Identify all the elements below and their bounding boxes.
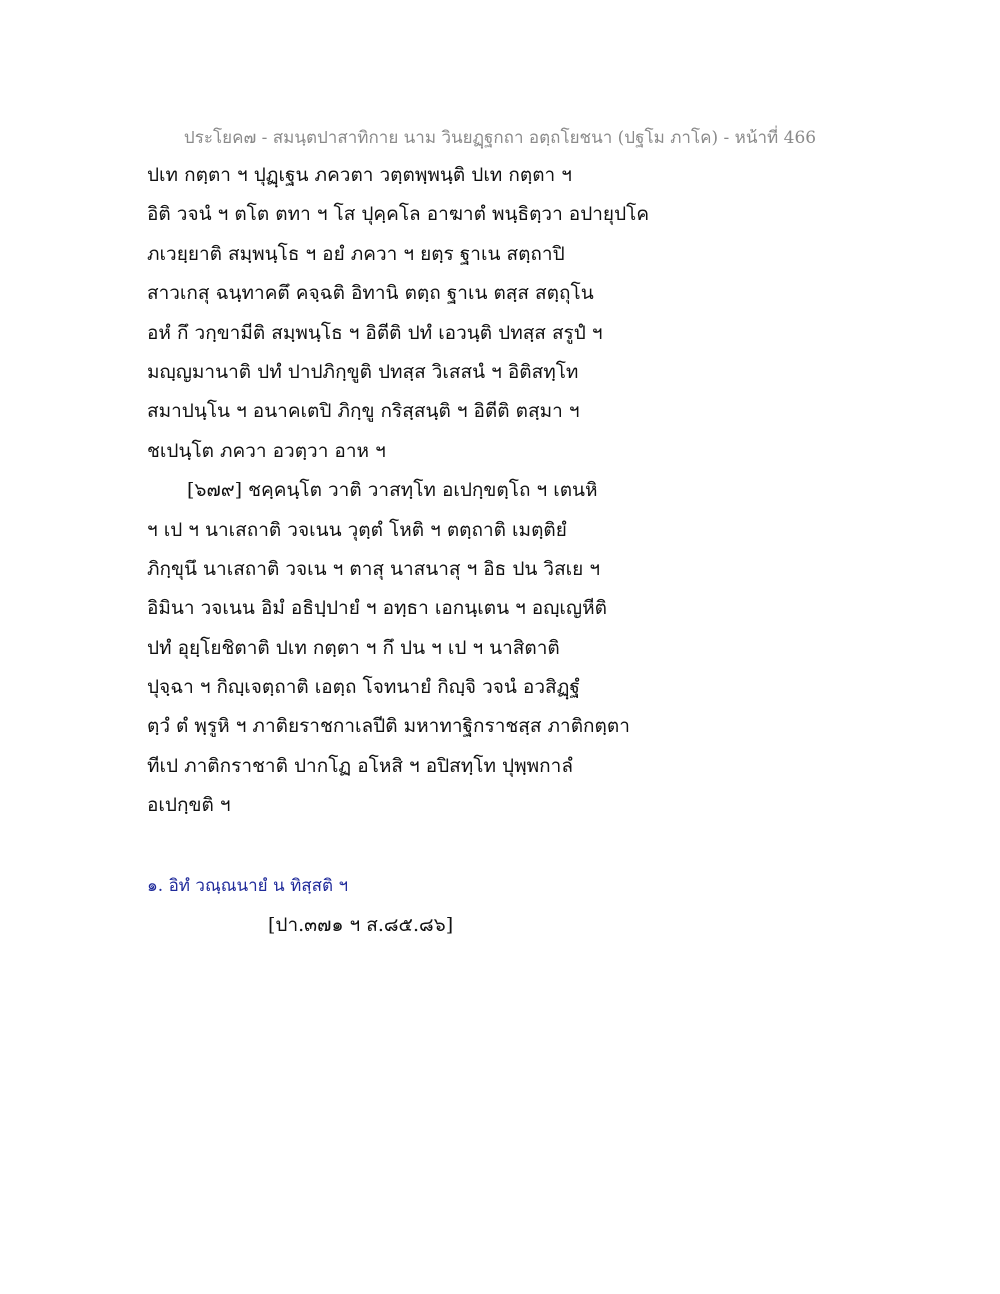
text-line: ชเปนฺโต ภควา อวตฺวา อาห ฯ	[147, 439, 386, 462]
text-line: ปุจฺฉา ฯ กิญฺเจตฺถาติ เอตฺถ โจทนายํ กิญฺจิ วจนํ อวสิฏฺฐํ	[147, 676, 580, 699]
text-line: ทีเป ภาติกราชาติ ปากโฏ อโหสิ ฯ อปิสทฺโท ปุพฺพกาลํ	[147, 754, 573, 777]
text-line: อเปกฺขติ ฯ	[147, 794, 231, 817]
text-line: สาวเกสุ ฉนฺทาคตึ คจฺฉติ อิทานิ ตตฺถ ฐาเน ตสฺส สตฺถุโน	[147, 282, 594, 305]
text-line: สมาปนฺโน ฯ อนาคเตปิ ภิกฺขู กริสฺสนฺติ ฯ อิตีติ ตสฺมา ฯ	[147, 400, 580, 423]
text-line: ปทํ อุยฺโยชิตาติ ปเท กตฺตา ฯ กึ ปน ฯ เป ฯ นาสิตาติ	[147, 636, 560, 659]
text-line: ภิกฺขุนึ นาเสถาติ วจเน ฯ ตาสุ นาสนาสุ ฯ อิธ ปน วิสเย ฯ	[147, 557, 601, 580]
text-line: อหํ กึ วกฺขามีติ สมฺพนฺโธ ฯ อิตีติ ปทํ เอวนฺติ ปทสฺส สรูปํ ฯ	[147, 321, 603, 344]
text-line: อิติ วจนํ ฯ ตโต ตทา ฯ โส ปุคฺคโล อาฆาตํ พนฺธิตฺวา อปายุปโค	[147, 203, 650, 226]
text-line: ฯ เป ฯ นาเสถาติ วจเนน วุตฺตํ โหติ ฯ ตตฺถาติ เมตฺติยํ	[147, 518, 567, 541]
page-reference: [ปา.๓๗๑ ฯ ส.๘๕.๘๖]	[268, 914, 454, 936]
footnote: ๑. อิทํ วณฺณนายํ น ทิสฺสติ ฯ	[147, 876, 349, 896]
text-line: ปเท กตฺตา ฯ ปุฏฺเฐน ภควตา วตฺตพฺพนฺติ ปเท กตฺตา ฯ	[147, 164, 572, 186]
text-line: ภเวยฺยาติ สมฺพนฺโธ ฯ อยํ ภควา ฯ ยตฺร ฐาเน สตฺถาปิ	[147, 242, 565, 265]
page-header: ประโยค๗ - สมนฺตปาสาทิกาย นาม วินยฏฺฐกถา อตฺถโยชนา (ปฐโม ภาโค) - หน้าที่ 466	[183, 128, 817, 148]
text-line: ตฺวํ ตํ พฺรูหิ ฯ ภาติยราชกาเลปีติ มหาทาฐิกราชสฺส ภาติกตฺตา	[147, 715, 630, 738]
text-line: มญฺญมานาติ ปทํ ปาปภิกฺขูติ ปทสฺส วิเสสนํ ฯ อิติสทฺโท	[147, 360, 579, 383]
body-text	[147, 156, 867, 826]
paragraph-start-line: [๖๗๙] ชคฺคนฺโต วาติ วาสทฺโท อเปกฺขตฺโถ ฯ เตนหิ	[187, 479, 598, 502]
text-line: อิมินา วจเนน อิมํ อธิปฺปายํ ฯ อทฺธา เอกนฺเตน ฯ อญฺเญหีติ	[147, 597, 607, 620]
